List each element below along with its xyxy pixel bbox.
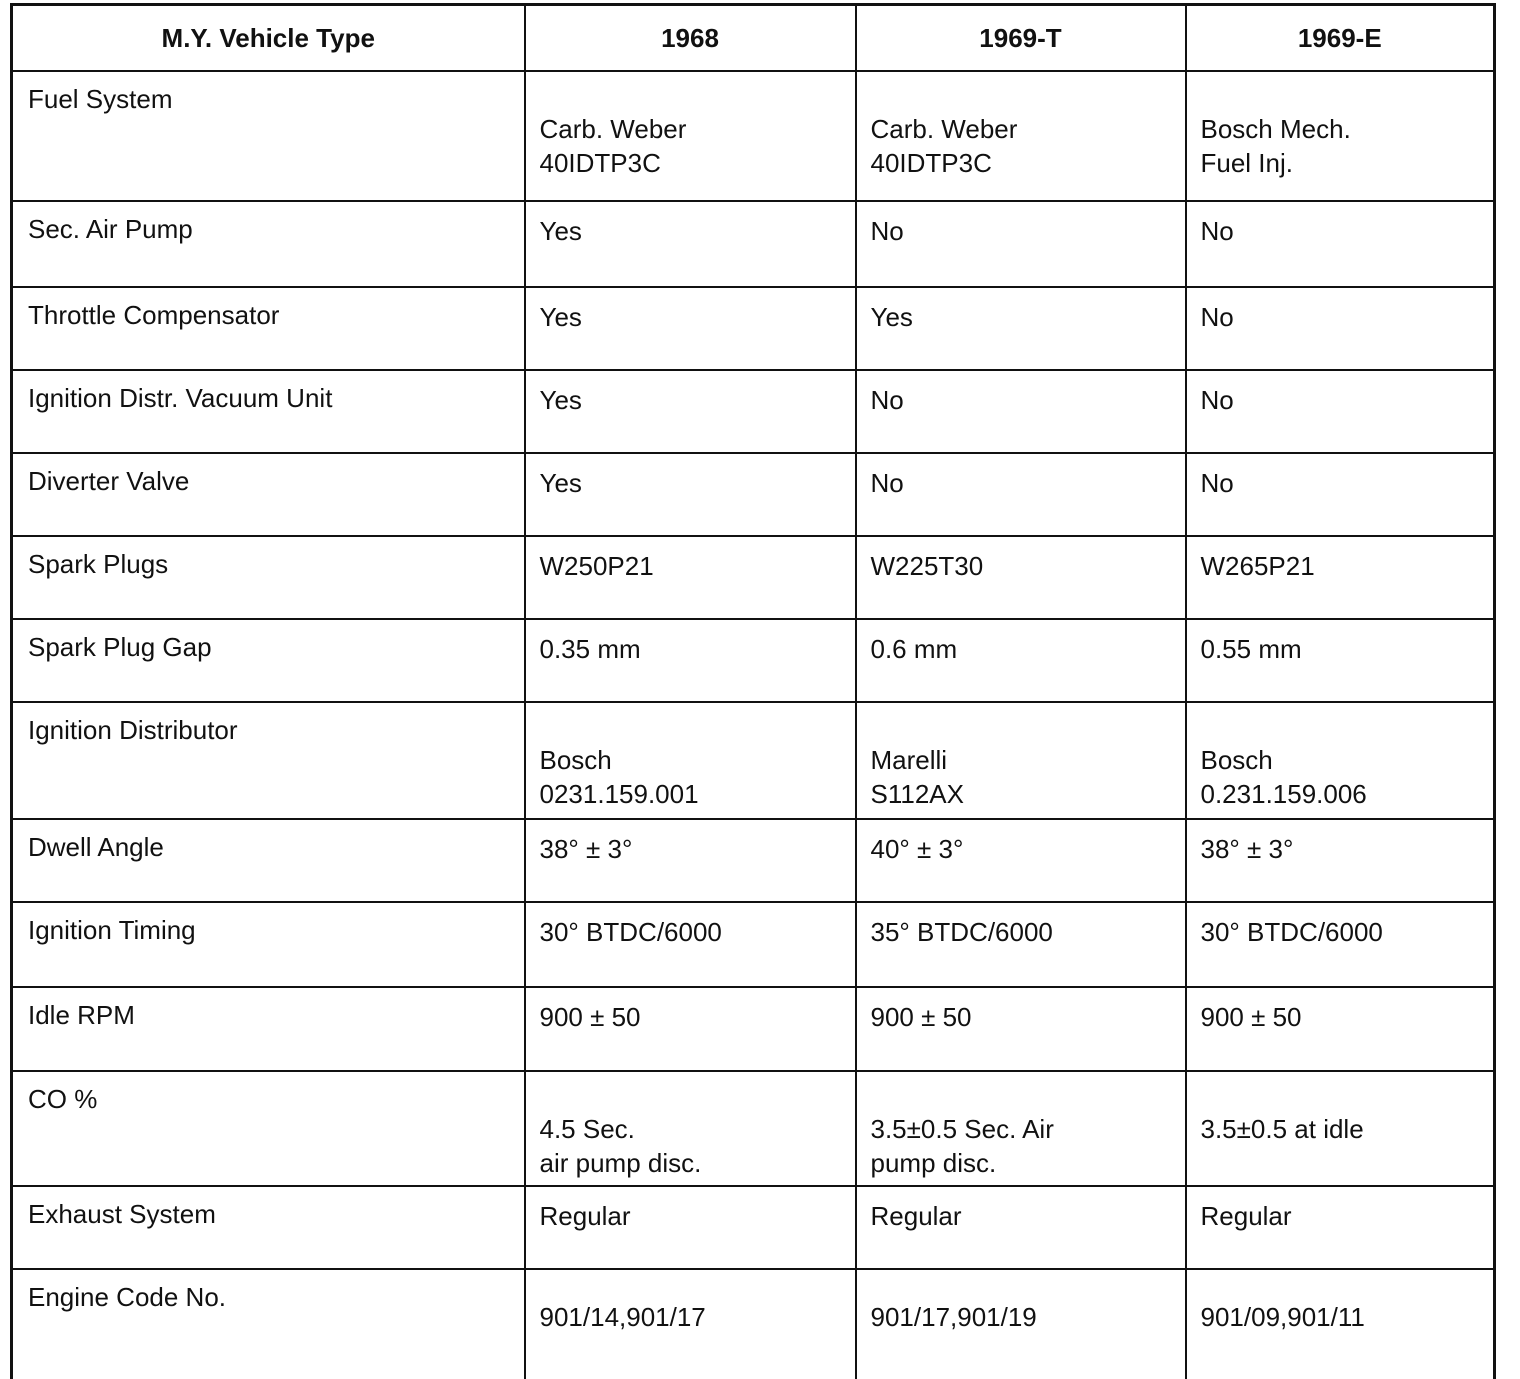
cell-1969-t: 40° ± 3°: [856, 819, 1186, 902]
cell-1968: Yes: [525, 201, 856, 287]
cell-1969-t: 3.5±0.5 Sec. Air pump disc.: [856, 1071, 1186, 1186]
cell-1969-t: No: [856, 370, 1186, 453]
spec-sheet: [10, 3, 1493, 1376]
vehicle-spec-table: [10, 3, 1496, 1379]
cell-1969-e: Bosch 0.231.159.006: [1186, 702, 1495, 819]
row-label: Diverter Valve: [12, 453, 525, 536]
row-label: Spark Plug Gap: [12, 619, 525, 702]
header-year-1969-t: 1969-T: [856, 5, 1186, 72]
header-vehicle-type: M.Y. Vehicle Type: [12, 5, 525, 72]
cell-1968: Regular: [525, 1186, 856, 1269]
cell-1969-e: Bosch Mech. Fuel Inj.: [1186, 71, 1495, 201]
row-label: Ignition Distr. Vacuum Unit: [12, 370, 525, 453]
cell-1968: 900 ± 50: [525, 987, 856, 1071]
cell-1969-e: 900 ± 50: [1186, 987, 1495, 1071]
header-row: [12, 5, 1495, 72]
cell-1968: Yes: [525, 287, 856, 370]
cell-1969-e: 0.55 mm: [1186, 619, 1495, 702]
cell-1968: 0.35 mm: [525, 619, 856, 702]
cell-1969-e: No: [1186, 287, 1495, 370]
table-row: [12, 1186, 1495, 1269]
cell-1969-t: 0.6 mm: [856, 619, 1186, 702]
table-row: [12, 201, 1495, 287]
row-label: CO %: [12, 1071, 525, 1186]
cell-1969-e: 30° BTDC/6000: [1186, 902, 1495, 987]
cell-1969-t: No: [856, 453, 1186, 536]
cell-1968: Yes: [525, 453, 856, 536]
table-row: [12, 902, 1495, 987]
cell-1969-e: 38° ± 3°: [1186, 819, 1495, 902]
row-label: Throttle Compensator: [12, 287, 525, 370]
cell-1969-e: 901/09,901/11: [1186, 1269, 1495, 1379]
table-row: [12, 71, 1495, 201]
cell-1969-t: W225T30: [856, 536, 1186, 619]
table-row: [12, 819, 1495, 902]
table-row: [12, 702, 1495, 819]
cell-1969-e: W265P21: [1186, 536, 1495, 619]
header-year-1968: 1968: [525, 5, 856, 72]
cell-1969-e: Regular: [1186, 1186, 1495, 1269]
cell-1969-t: 901/17,901/19: [856, 1269, 1186, 1379]
cell-1968: Yes: [525, 370, 856, 453]
cell-1969-e: 3.5±0.5 at idle: [1186, 1071, 1495, 1186]
cell-1968: W250P21: [525, 536, 856, 619]
header-year-1969-e: 1969-E: [1186, 5, 1495, 72]
cell-1969-e: No: [1186, 370, 1495, 453]
cell-1968: 38° ± 3°: [525, 819, 856, 902]
table-row: [12, 453, 1495, 536]
table-row: [12, 536, 1495, 619]
cell-1969-t: No: [856, 201, 1186, 287]
table-row: [12, 619, 1495, 702]
cell-1969-e: No: [1186, 453, 1495, 536]
row-label: Sec. Air Pump: [12, 201, 525, 287]
row-label: Idle RPM: [12, 987, 525, 1071]
cell-1968: 901/14,901/17: [525, 1269, 856, 1379]
table-row: [12, 1071, 1495, 1186]
row-label: Engine Code No.: [12, 1269, 525, 1379]
cell-1969-e: No: [1186, 201, 1495, 287]
cell-1969-t: 900 ± 50: [856, 987, 1186, 1071]
row-label: Spark Plugs: [12, 536, 525, 619]
row-label: Fuel System: [12, 71, 525, 201]
cell-1968: Bosch 0231.159.001: [525, 702, 856, 819]
cell-1968: 30° BTDC/6000: [525, 902, 856, 987]
table-row: [12, 987, 1495, 1071]
cell-1968: 4.5 Sec. air pump disc.: [525, 1071, 856, 1186]
cell-1969-t: Yes: [856, 287, 1186, 370]
row-label: Dwell Angle: [12, 819, 525, 902]
table-row: [12, 370, 1495, 453]
table-row: [12, 287, 1495, 370]
cell-1969-t: 35° BTDC/6000: [856, 902, 1186, 987]
cell-1969-t: Regular: [856, 1186, 1186, 1269]
row-label: Exhaust System: [12, 1186, 525, 1269]
cell-1969-t: Marelli S112AX: [856, 702, 1186, 819]
row-label: Ignition Timing: [12, 902, 525, 987]
cell-1969-t: Carb. Weber 40IDTP3C: [856, 71, 1186, 201]
cell-1968: Carb. Weber 40IDTP3C: [525, 71, 856, 201]
row-label: Ignition Distributor: [12, 702, 525, 819]
table-row: [12, 1269, 1495, 1379]
